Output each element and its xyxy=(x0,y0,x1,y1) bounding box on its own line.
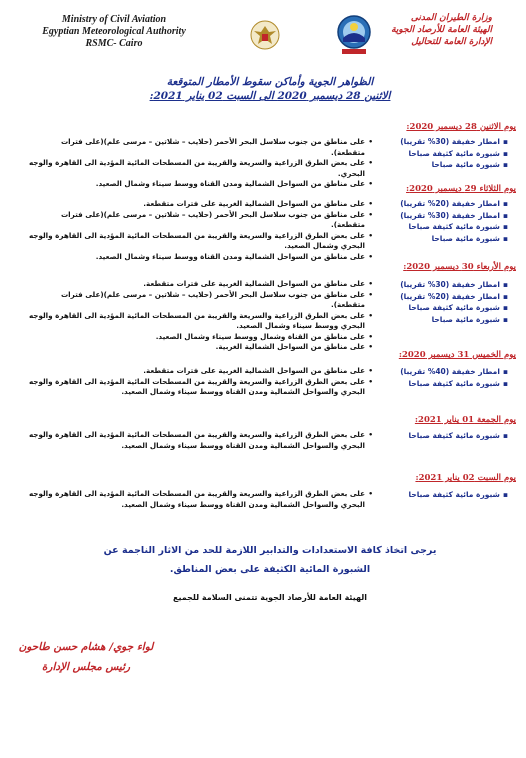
location-item: • على مناطق من السواحل الشمالية ومدن القناة ووسط سيناء وشمال الصعيد. xyxy=(26,252,371,263)
title-line-1: الظواهر الجوية وأماكن سقوط الأمطار المتوقعة xyxy=(166,76,374,88)
document-title xyxy=(110,75,430,103)
header-arabic-line: الهيئة العامة للأرصاد الجوية xyxy=(391,25,492,35)
signature-role: رئيس مجلس الإدارة xyxy=(41,661,131,673)
header-english-line: Egyptian Meteorological Authority xyxy=(42,26,186,37)
location-item: • على بعض الطرق الزراعية والسريعة والقريبة من المسطحات المائية المؤدية الى القاهرة والوجه البحري ووسط سيناء وشمال الصعيد. xyxy=(26,311,371,332)
location-item: • على مناطق من جنوب سلاسل البحر الأحمر (حلايب – شلاتين – مرسى علم)(على فترات متقطعة). xyxy=(26,137,371,158)
header-arabic xyxy=(342,12,492,48)
location-item: • على مناطق من جنوب سلاسل البحر الأحمر (حلايب – شلاتين – مرسى علم)(على فترات متقطعة). xyxy=(26,290,371,311)
day-heading: يوم الاثنين 28 ديسمبر 2020: xyxy=(406,122,516,132)
weather-item: ▪ شبورة مائية صباحا xyxy=(378,314,508,326)
weather-list xyxy=(378,198,508,244)
locations-list xyxy=(26,430,371,451)
signature-name: لواء جوي/ هشام حسن طاحون xyxy=(18,641,154,653)
location-item: • على مناطق من السواحل الشمالية الغربية على فترات متقطعة. xyxy=(26,199,371,210)
notice-line-1: يرجى اتخاذ كافة الاستعدادات والتدابير اللازمة للحد من الاثار الناجمة عن xyxy=(103,545,437,556)
weather-item: ▪ شبورة مائية صباحا xyxy=(378,159,508,171)
closing-line: الهيئة العامة للأرصاد الجوية تتمنى السلامة للجميع xyxy=(173,593,367,602)
location-item: • على مناطق من جنوب سلاسل البحر الأحمر (حلايب – شلاتين – مرسى علم)(على فترات متقطعة). xyxy=(26,210,371,231)
weather-item: ▪ شبورة مائية كثيفة صباحا xyxy=(378,430,508,442)
weather-item: ▪ امطار خفيفة (20% تقريبا) xyxy=(378,198,508,210)
emblem-icon xyxy=(250,20,280,50)
weather-item: ▪ شبورة مائية كثيفة صباحا xyxy=(378,378,508,390)
locations-list xyxy=(26,279,371,353)
weather-list xyxy=(378,430,508,442)
header-arabic-line: الإدارة العامة للتحاليل xyxy=(411,37,492,47)
signature-block xyxy=(16,637,156,677)
weather-list xyxy=(378,366,508,389)
title-line-2: الاثنين 28 ديسمبر 2020 الى السبت 02 يناير 2021: xyxy=(149,90,391,102)
location-item: • على مناطق من القناة وشمال ووسط سيناء وشمال الصعيد. xyxy=(26,332,371,343)
location-item: • على بعض الطرق الزراعية والسريعة والقريبة من المسطحات المائية المؤدية الى القاهرة والوجه البحري والسواحل الشمالية ومدن القناة ووسط سيناء وشمال الصعيد. xyxy=(26,430,371,451)
location-item: • على مناطق من السواحل الشمالية ومدن القناة ووسط سيناء وشمال الصعيد. xyxy=(26,179,371,190)
day-heading: يوم الثلاثاء 29 ديسمبر 2020: xyxy=(406,184,516,194)
weather-item: ▪ شبورة مائية كثيفة صباحا xyxy=(378,302,508,314)
location-item: • على بعض الطرق الزراعية والسريعة والقريبة من المسطحات المائية المؤدية الى القاهرة والوجه البحري والسواحل الشمالية ومدن القناة ووسط سيناء وشمال الصعيد. xyxy=(26,489,371,510)
weather-item: ▪ شبورة مائية كثيفة صباحا xyxy=(378,489,508,501)
locations-list xyxy=(26,199,371,262)
location-item: • على بعض الطرق الزراعية والسريعة والقريبة من المسطحات المائية المؤدية الى القاهرة والوجه البحري. xyxy=(26,158,371,179)
header-arabic-line: وزارة الطيران المدنى xyxy=(410,13,492,23)
day-heading: يوم الأربعاء 30 ديسمبر 2020: xyxy=(403,262,516,272)
location-item: • على مناطق من السواحل الشمالية الغربية. xyxy=(26,342,371,353)
location-item: • على مناطق من السواحل الشمالية الغربية على فترات متقطعة. xyxy=(26,366,371,377)
weather-item: ▪ امطار خفيفة (30% تقريبا) xyxy=(378,136,508,148)
weather-item: ▪ شبورة مائية كثيفة صباحا xyxy=(378,148,508,160)
locations-list xyxy=(26,366,371,398)
day-heading: يوم الخميس 31 ديسمبر 2020: xyxy=(398,350,516,360)
notice-line-2: الشبورة المائية الكثيفة على بعض المناطق. xyxy=(169,564,371,575)
precaution-notice xyxy=(90,541,450,579)
location-item: • على مناطق من السواحل الشمالية الغربية على فترات متقطعة. xyxy=(26,279,371,290)
locations-list xyxy=(26,137,371,190)
location-item: • على بعض الطرق الزراعية والسريعة والقريبة من المسطحات المائية المؤدية الى القاهرة والوجه البحري وشمال الصعيد. xyxy=(26,231,371,252)
weather-list xyxy=(378,136,508,171)
day-heading: يوم الجمعة 01 يناير 2021: xyxy=(414,415,516,425)
location-item: • على بعض الطرق الزراعية والسريعة والقريبة من المسطحات المائية المؤدية الى القاهرة والوجه البحري والسواحل الشمالية ومدن القناة ووسط سيناء وشمال الصعيد. xyxy=(26,377,371,398)
weather-list xyxy=(378,279,508,325)
weather-item: ▪ امطار خفيفة (40% تقريبا) xyxy=(378,366,508,378)
locations-list xyxy=(26,489,371,510)
header-english xyxy=(34,14,194,50)
weather-item: ▪ امطار خفيفة (20% تقريبا) xyxy=(378,291,508,303)
header-english-line: Ministry of Civil Aviation xyxy=(61,14,167,25)
day-heading: يوم السبت 02 يناير 2021: xyxy=(415,473,516,483)
weather-item: ▪ شبورة مائية صباحا xyxy=(378,233,508,245)
weather-item: ▪ امطار خفيفة (30% تقريبا) xyxy=(378,279,508,291)
weather-item: ▪ امطار خفيفة (30% تقريبا) xyxy=(378,210,508,222)
weather-item: ▪ شبورة مائية كثيفة صباحا xyxy=(378,221,508,233)
weather-list xyxy=(378,489,508,501)
header-english-line: RSMC- Cairo xyxy=(85,38,143,49)
